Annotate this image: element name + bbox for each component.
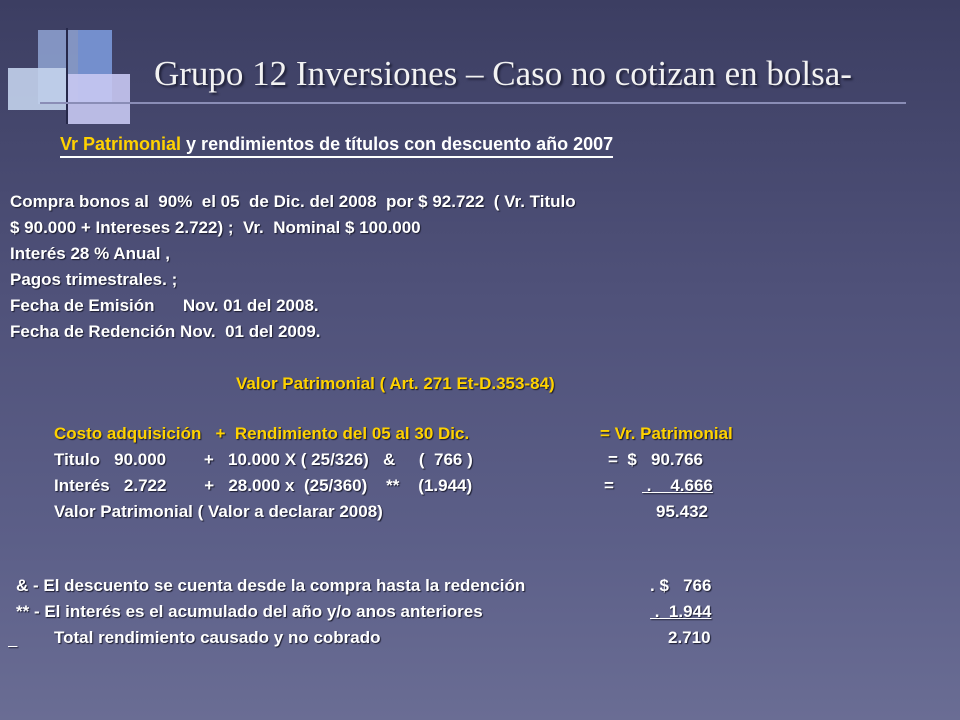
slide-subtitle xyxy=(60,134,613,158)
note-total-value: 2.710 xyxy=(668,628,711,647)
detail-line-2: $ 90.000 + Intereses 2.722) ; Vr. Nominal $ 100.000 xyxy=(10,218,421,237)
note-interes-label: ** - El interés es el acumulado del año y/o anos anteriores xyxy=(16,602,483,621)
decor-square-4 xyxy=(66,74,130,124)
row-interes-value: . 4.666 xyxy=(642,476,713,495)
detail-line-1: Compra bonos al 90% el 05 de Dic. del 2008 por $ 92.722 ( Vr. Titulo xyxy=(10,192,576,211)
valor-total-value: 95.432 xyxy=(656,502,708,521)
detail-line-3: Interés 28 % Anual , xyxy=(10,244,170,263)
subtitle-highlight: Vr Patrimonial xyxy=(60,134,182,154)
note-total-label: Total rendimiento causado y no cobrado xyxy=(54,628,381,647)
title-divider-line xyxy=(40,102,906,104)
valor-heading: Valor Patrimonial ( Art. 271 Et-D.353-84) xyxy=(236,374,555,393)
slide-title: Grupo 12 Inversiones – Caso no cotizan en bolsa- xyxy=(154,54,852,93)
detail-line-6: Fecha de Redención Nov. 01 del 2009. xyxy=(10,322,321,341)
detail-line-5: Fecha de Emisión Nov. 01 del 2008. xyxy=(10,296,319,315)
row-titulo-right: = $ 90.766 xyxy=(608,450,703,469)
underline-marker xyxy=(8,630,17,650)
note-descuento-value: . $ 766 xyxy=(650,576,712,595)
formula-header-left: Costo adquisición + Rendimiento del 05 al 30 Dic. xyxy=(54,424,470,443)
subtitle-rest: y rendimientos de títulos con descuento año 2007 xyxy=(181,134,614,154)
row-interes-eq: = xyxy=(604,476,614,495)
decor-vertical-line xyxy=(66,28,68,124)
valor-total-label: Valor Patrimonial ( Valor a declarar 2008) xyxy=(54,502,383,521)
row-titulo-left: Titulo 90.000 + 10.000 X ( 25/326) & ( 766 ) xyxy=(54,450,473,469)
detail-line-4: Pagos trimestrales. ; xyxy=(10,270,178,289)
row-interes-left: Interés 2.722 + 28.000 x (25/360) ** (1.944) xyxy=(54,476,473,495)
note-descuento-label: & - El descuento se cuenta desde la compra hasta la redención xyxy=(16,576,526,595)
note-interes-value: . 1.944 xyxy=(650,602,712,621)
formula-header-right: = Vr. Patrimonial xyxy=(600,424,733,443)
